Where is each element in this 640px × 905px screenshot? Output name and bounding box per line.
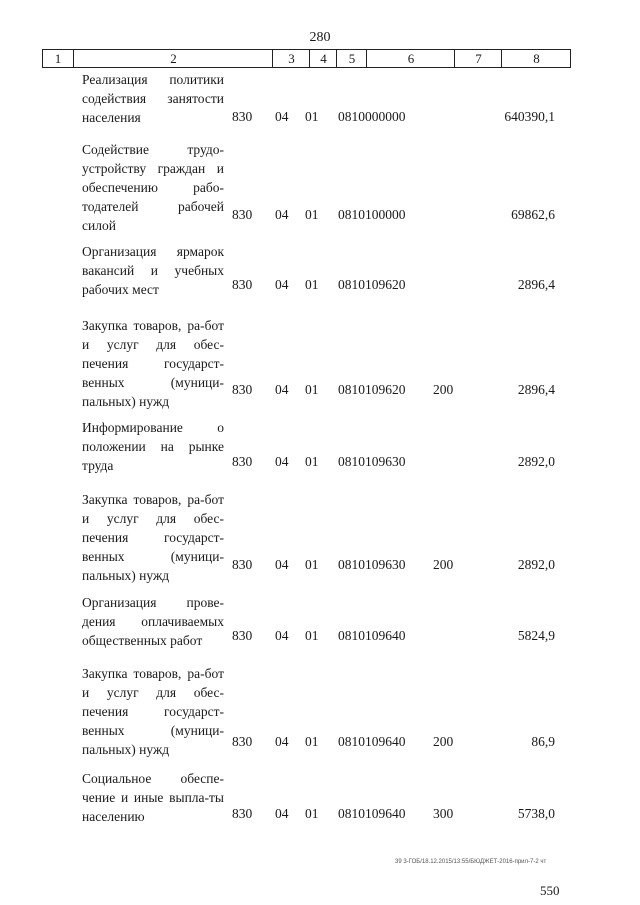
cell-c3: 830 [232,277,253,292]
row-description: Социальное обеспе-чение и иные выпла-ты населению [82,771,224,824]
cell-c7: 200 [433,557,454,572]
cell-amount: 69862,6 [511,207,555,222]
cell-c5: 01 [305,382,319,397]
cell-c4: 04 [275,109,289,124]
row-description: Закупка товаров, ра-бот и услуг для обес-печения государст-венных (муници-пальных) нужд [82,318,224,409]
cell-c7: 200 [433,734,454,749]
cell-amount: 5738,0 [517,806,555,821]
cell-amount: 640390,1 [504,109,555,124]
cell-c4: 04 [275,806,289,821]
cell-c3: 830 [232,806,253,821]
cell-c5: 01 [305,628,319,643]
cell-c6: 0810109620 [338,277,406,292]
sheet-number: 550 [540,883,560,898]
cell-c6: 0810100000 [338,207,406,222]
cell-c6: 0810109640 [338,628,406,643]
cell-c4: 04 [275,207,289,222]
header-col-2: 2 [73,50,273,67]
row-description: Организация ярмарок вакансий и учебных рабочих мест [82,244,224,297]
cell-c6: 0810109640 [338,806,406,821]
cell-amount: 5824,9 [517,628,555,643]
row-description: Содействие трудо-устройству граждан и обеспечению рабо-тодателей рабочей силой [82,142,224,233]
cell-c4: 04 [275,628,289,643]
cell-c6: 0810109620 [338,382,406,397]
row-description: Реализация политики содействия занятости населения [82,72,224,125]
cell-amount: 2896,4 [517,382,555,397]
cell-c3: 830 [232,734,253,749]
page-number: 280 [309,30,331,45]
cell-c6: 0810109630 [338,557,406,572]
cell-c3: 830 [232,628,253,643]
cell-c3: 830 [232,109,253,124]
header-col-4: 4 [309,50,337,67]
cell-amount: 2896,4 [517,277,555,292]
cell-c3: 830 [232,207,253,222]
cell-c7: 200 [433,382,454,397]
cell-c3: 830 [232,557,253,572]
row-description: Закупка товаров, ра-бот и услуг для обес-печения государст-венных (муници-пальных) нужд [82,666,224,757]
cell-c4: 04 [275,557,289,572]
cell-c4: 04 [275,454,289,469]
header-col-6: 6 [366,50,455,67]
cell-c5: 01 [305,277,319,292]
cell-c3: 830 [232,454,253,469]
cell-amount: 2892,0 [517,557,555,572]
cell-c5: 01 [305,557,319,572]
footer-stamp: 39 3-ГОБ/18.12.2015/13:55/БЮДЖЕТ-2016-прил-7-2 чт [395,859,547,865]
cell-c3: 830 [232,382,253,397]
header-col-8: 8 [501,50,571,67]
cell-c5: 01 [305,109,319,124]
cell-c5: 01 [305,454,319,469]
header-col-1: 1 [54,51,62,66]
cell-c6: 0810000000 [338,109,406,124]
header-col-3: 3 [272,50,310,67]
cell-c7: 300 [433,806,454,821]
header-col-5: 5 [336,50,367,67]
cell-c4: 04 [275,382,289,397]
row-description: Организация прове-дения оплачиваемых общественных работ [82,595,224,648]
cell-c6: 0810109630 [338,454,406,469]
cell-c5: 01 [305,207,319,222]
header-col-7: 7 [454,50,502,67]
cell-c5: 01 [305,734,319,749]
cell-amount: 2892,0 [517,454,555,469]
cell-c5: 01 [305,806,319,821]
row-description: Закупка товаров, ра-бот и услуг для обес-печения государст-венных (муници-пальных) нужд [82,492,224,583]
cell-c4: 04 [275,734,289,749]
cell-c4: 04 [275,277,289,292]
cell-c6: 0810109640 [338,734,406,749]
cell-amount: 86,9 [531,734,555,749]
row-description: Информирование о положении на рынке труда [82,420,224,473]
table-header [42,49,571,68]
